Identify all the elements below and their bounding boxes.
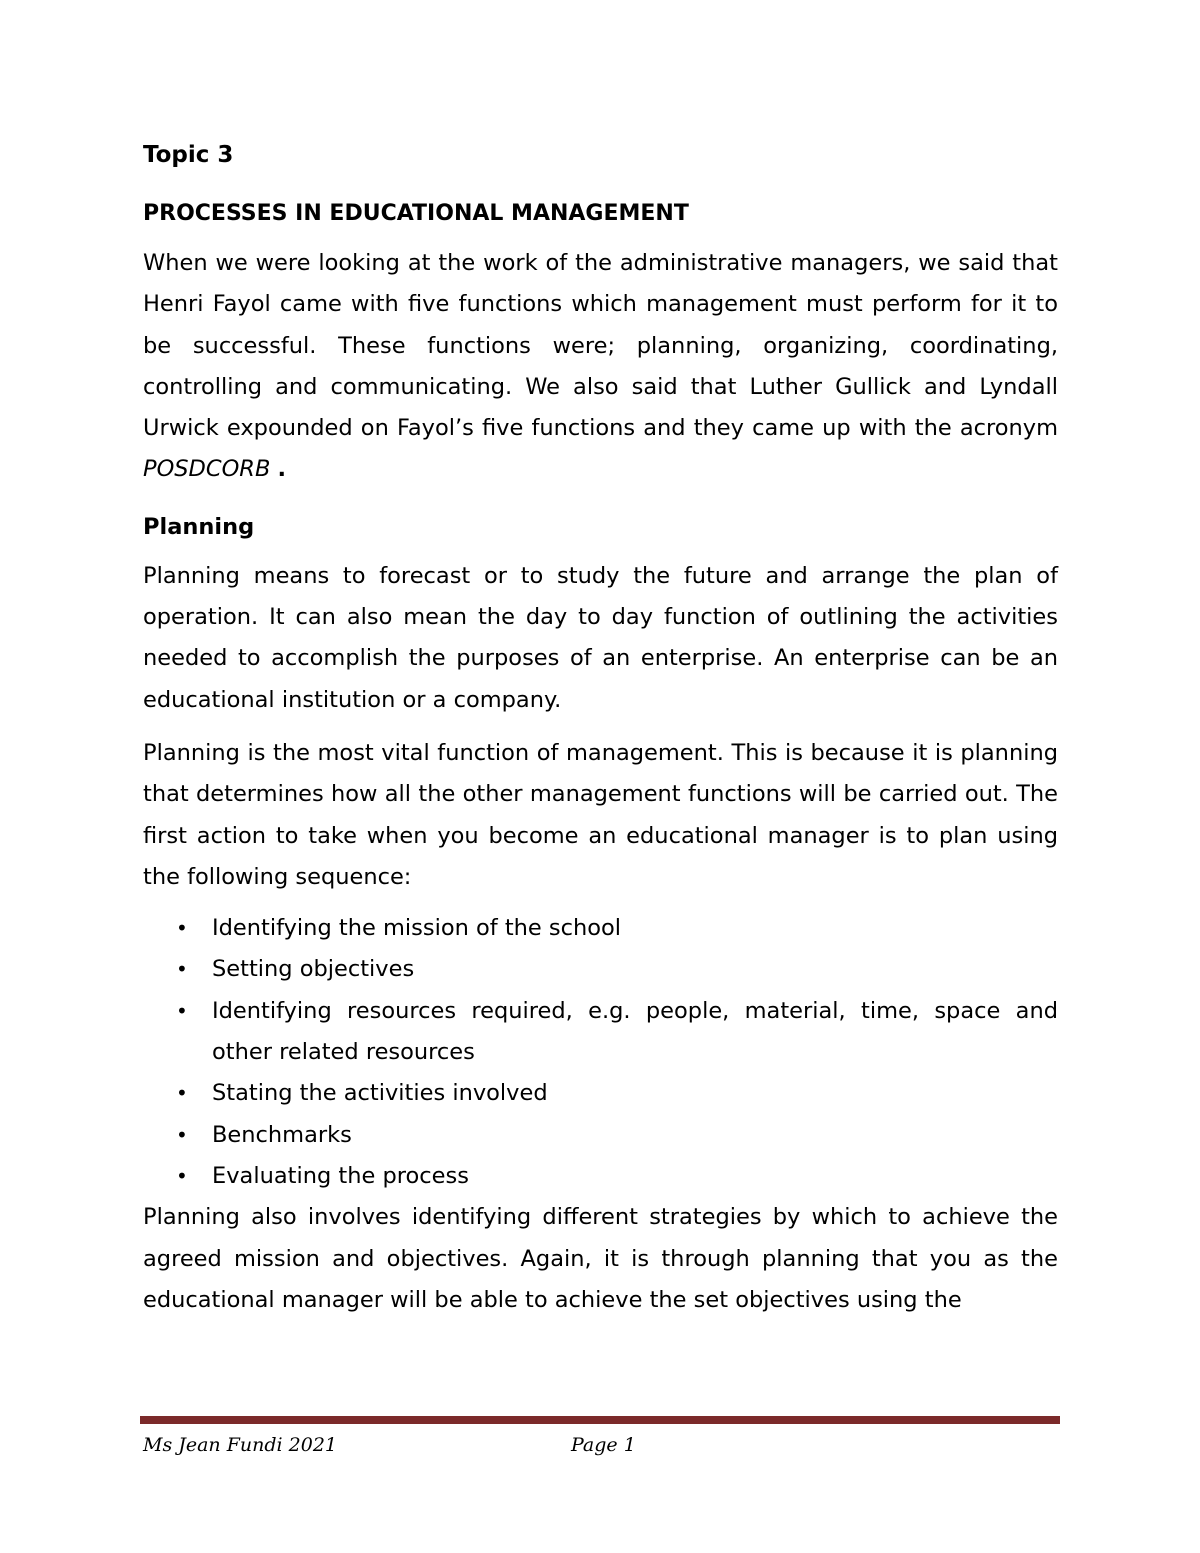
page-title: PROCESSES IN EDUCATIONAL MANAGEMENT [143, 201, 689, 226]
list-item [143, 949, 1058, 990]
planning-paragraph-1: Planning means to forecast or to study the future and arrange the plan of operation. It can also mean the day to day function of outlining the activities needed to accomplish the purposes of an enterprise. An enterprise can be an educational institution or a company. [143, 562, 1058, 713]
list-item [143, 1073, 1058, 1114]
intro-end: . [277, 456, 287, 483]
list-item-text: Identifying resources required, e.g. people, material, time, space and other related resources [212, 997, 1058, 1066]
list-item-text: Evaluating the process [212, 1162, 469, 1189]
bullet-icon: • [176, 957, 188, 982]
bullet-icon: • [176, 1081, 188, 1106]
list-item [143, 1115, 1058, 1156]
footer-author: Ms Jean Fundi 2021 [143, 1434, 337, 1456]
list-item-text: Stating the activities involved [212, 1080, 548, 1107]
list-item-text: Benchmarks [212, 1121, 352, 1148]
acronym-text: POSDCORB [143, 456, 271, 483]
list-item-text: Identifying the mission of the school [212, 915, 622, 942]
planning-paragraph-2: Planning is the most vital function of management. This is because it is planning that determines how all the other management functions will be carried out. The first action to take when you become an educational manager is to plan using the following sequence: [143, 739, 1058, 890]
topic-label: Topic 3 [143, 142, 234, 168]
list-item-text: Setting objectives [212, 956, 415, 983]
list-item [143, 1156, 1058, 1197]
bullet-icon: • [176, 1122, 188, 1147]
planning-heading: Planning [143, 513, 255, 540]
bullet-icon: • [176, 1163, 188, 1188]
list-item [143, 908, 1058, 949]
intro-text: When we were looking at the work of the administrative managers, we said that Henri Fayol came with five functions which management must perform for it to be successful. These functions were; planning, organizing, coordinating, controlling and communicating. We also said that Luther Gullick and Lyndall Urwick expounded on Fayol’s five functions and they came up with the acronym [143, 250, 1058, 442]
footer-page-number: Page 1 [571, 1434, 636, 1456]
intro-paragraph [143, 243, 1058, 491]
document-page [143, 138, 1058, 1321]
planning-sequence-list [143, 908, 1058, 1197]
bullet-icon: • [176, 998, 188, 1023]
planning-paragraph-3: Planning also involves identifying different strategies by which to achieve the agreed mission and objectives. Again, it is through planning that you as the educational manager will be able to achieve the set objectives using the [143, 1204, 1058, 1313]
footer-rule [140, 1416, 1060, 1424]
list-item [143, 991, 1058, 1074]
bullet-icon: • [176, 916, 188, 941]
